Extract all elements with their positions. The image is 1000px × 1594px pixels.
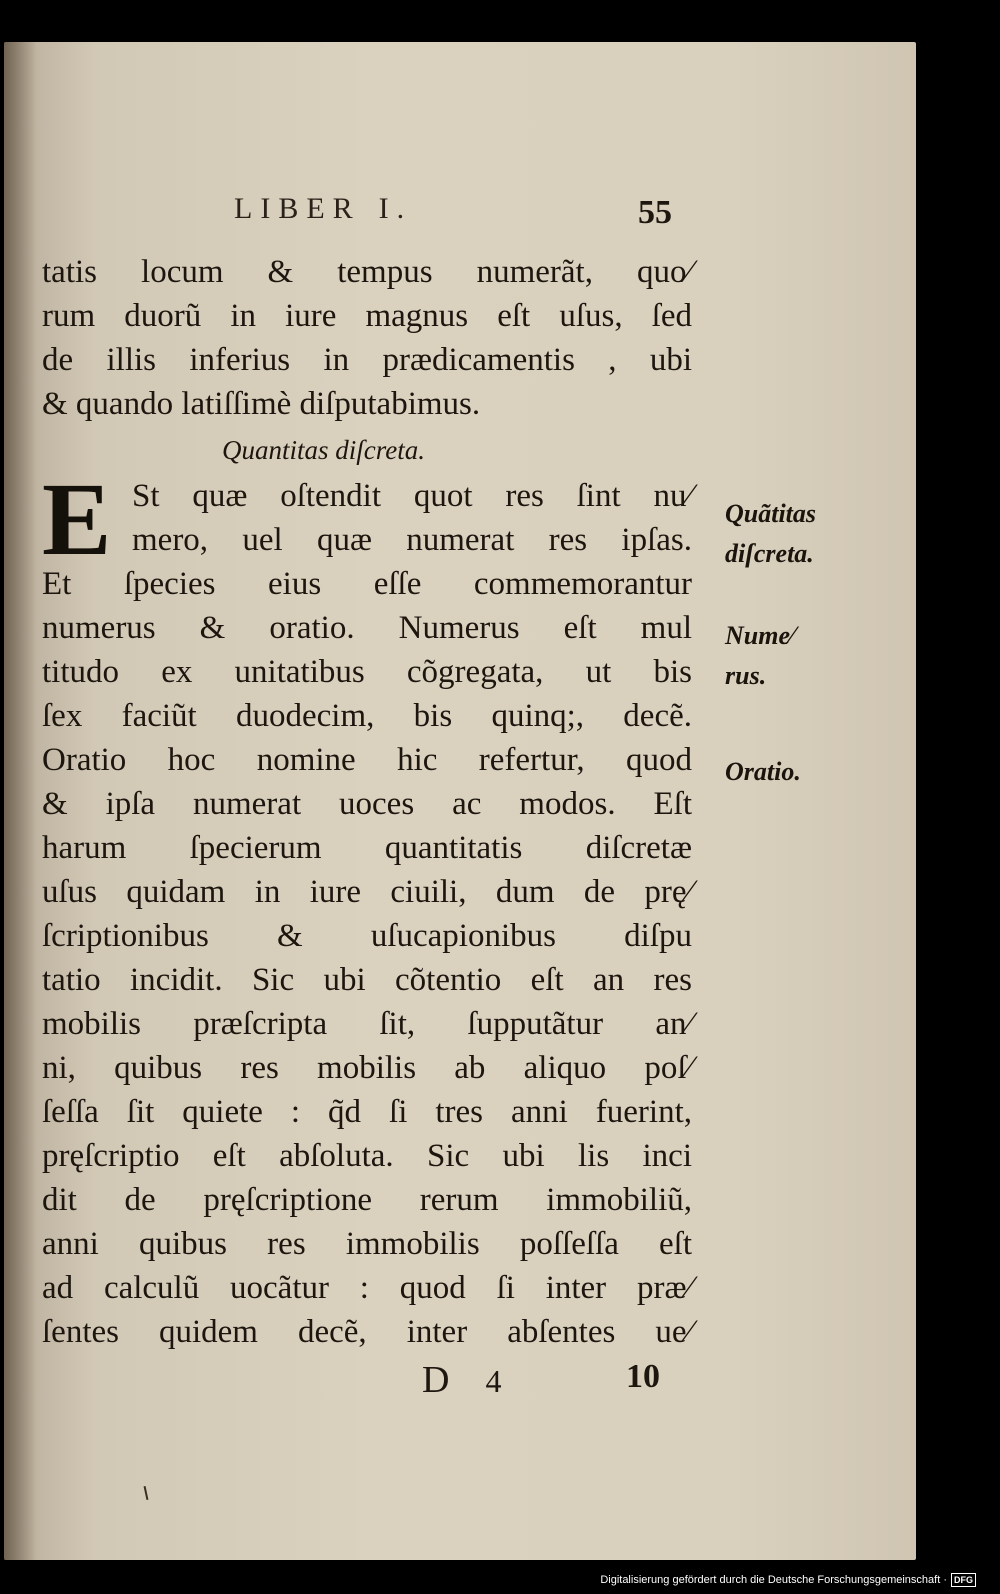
- margin-note-line: Nume⁄: [725, 621, 795, 650]
- signature-mark: [422, 1358, 501, 1402]
- paragraph-line: Et ſpecies eius eſſe commemorantur: [42, 566, 692, 602]
- paragraph-line: tatio incidit. Sic ubi cõtentio eſt an res: [42, 962, 692, 998]
- body-line: tatis locum & tempus numerãt, quo⁄: [42, 254, 692, 290]
- paragraph-line: ſex faciũt duodecim, bis quinq;, decẽ.: [42, 698, 692, 734]
- paragraph-line: ſeſſa ſit quiete : q̃d ſi tres anni fuerint,: [42, 1094, 692, 1130]
- body-line: rum duorũ in iure magnus eſt uſus, ſed: [42, 298, 692, 334]
- paragraph-line: ſentes quidem decẽ, inter abſentes ue⁄: [42, 1314, 692, 1350]
- paragraph-line: dit de pręſcriptione rerum immobiliũ,: [42, 1182, 692, 1218]
- dropcap-letter: E: [42, 462, 112, 577]
- paragraph-line: Oratio hoc nomine hic refertur, quod: [42, 742, 692, 778]
- paragraph-line: pręſcriptio eſt abſoluta. Sic ubi lis inci: [42, 1138, 692, 1174]
- footer-credit: Digitalisierung gefördert durch die Deutsche Forschungsgemeinschaft ·: [600, 1574, 947, 1586]
- body-text: [42, 250, 817, 1354]
- folio-number: 55: [638, 194, 672, 231]
- body-line: de illis inferius in prædicamentis , ubi: [42, 342, 692, 378]
- section-heading: Quantitas diſcreta.: [222, 435, 425, 465]
- margin-note-oratio: [725, 752, 801, 792]
- margin-note-quantitas: [725, 494, 816, 574]
- paragraph-line: ſcriptionibus & uſucapionibus diſpu: [42, 918, 692, 954]
- body-line: & quando latiſſimè diſputabimus.: [42, 386, 481, 422]
- running-head-book-number: I.: [378, 192, 413, 225]
- dfg-logo-icon: DFG: [951, 1573, 976, 1587]
- catchword: 10: [626, 1358, 660, 1395]
- running-head-title: LIBER: [234, 192, 361, 225]
- paragraph-line: titudo ex unitatibus cõgregata, ut bis: [42, 654, 692, 690]
- signature-letter: D: [422, 1359, 450, 1401]
- paragraph-line: uſus quidam in iure ciuili, dum de prę⁄: [42, 874, 692, 910]
- margin-note-line: rus.: [725, 661, 767, 690]
- digitization-footer: [600, 1570, 976, 1590]
- paragraph-line: anni quibus res immobilis poſſeſſa eſt: [42, 1226, 692, 1262]
- paragraph-line: mobilis præſcripta ſit, ſupputãtur an⁄: [42, 1006, 692, 1042]
- running-head: [234, 192, 412, 226]
- paragraph-line: & ipſa numerat uoces ac modos. Eſt: [42, 786, 692, 822]
- paragraph-line: numerus & oratio. Numerus eſt mul: [42, 610, 692, 646]
- dropcap-line-text: St quæ oſtendit quot res ſint nu⁄: [132, 478, 692, 514]
- paragraph-line: ad calculũ uocãtur : quod ſi inter præ⁄: [42, 1270, 692, 1306]
- margin-note-line: Oratio.: [725, 757, 801, 786]
- margin-note-line: Quãtitas: [725, 499, 817, 528]
- ink-speck: [144, 1486, 149, 1500]
- margin-note-line: diſcreta.: [725, 539, 814, 568]
- dropcap-line-text: mero, uel quæ numerat res ipſas.: [132, 522, 692, 558]
- dropcap-line: [42, 518, 692, 562]
- book-page: [4, 42, 916, 1560]
- gutter-shadow: [4, 42, 36, 1560]
- signature-number: 4: [485, 1363, 502, 1399]
- margin-note-numerus: [725, 616, 794, 696]
- paragraph-line: harum ſpecierum quantitatis diſcretæ: [42, 830, 692, 866]
- paragraph-line: ni, quibus res mobilis ab aliquo poſ⁄: [42, 1050, 692, 1086]
